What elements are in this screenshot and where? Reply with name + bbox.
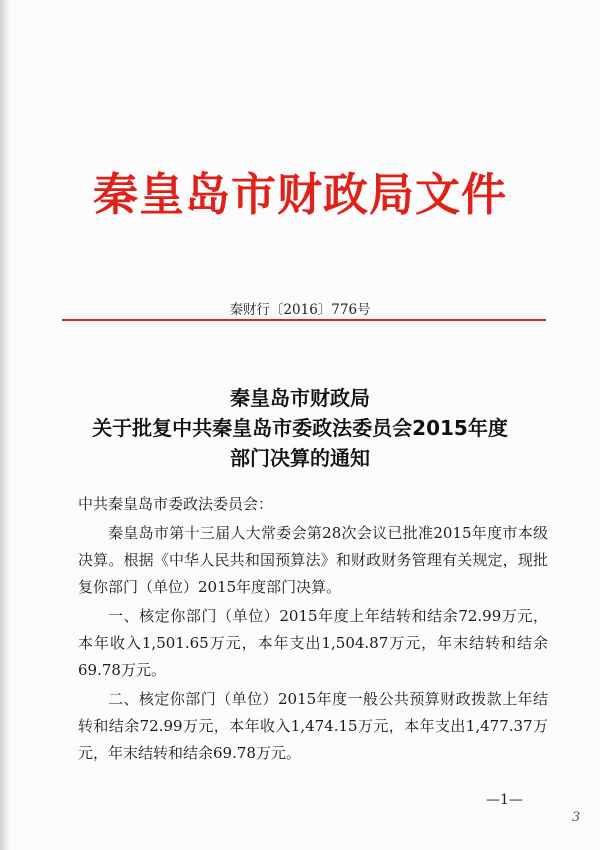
document-body [78, 488, 548, 769]
salutation: 中共秦皇岛市委政法委员会： [78, 495, 274, 513]
page-number: —1— [486, 792, 523, 808]
paragraph-intro: 秦皇岛市第十三届人大常委会第28次会议已批准2015年度市本级决算。根据《中华人民共和国预算法》和财政财务管理有关规定，现批复你部门（单位）2015年度部门决算。 [78, 524, 548, 596]
paragraph-item-1: 一、核定你部门（单位）2015年度上年结转和结余72.99万元，本年收入1,501.65万元，本年支出1,504.87万元，年末结转和结余69.78万元。 [78, 607, 548, 679]
red-divider-line [62, 319, 546, 321]
document-number: 秦财行〔2016〕776号 [229, 302, 371, 318]
title-line-2: 关于批复中共秦皇岛市委政法委员会2015年度 [92, 416, 508, 440]
handwritten-mark: 3 [572, 810, 581, 825]
issuer-header: 秦皇岛市财政局文件 [92, 168, 507, 221]
title-line-1: 秦皇岛市财政局 [230, 386, 370, 410]
title-line-3: 部门决算的通知 [230, 446, 370, 470]
page-edge-shadow [0, 0, 10, 850]
paragraph-item-2: 二、核定你部门（单位）2015年度一般公共预算财政拨款上年结转和结余72.99万元，本年收入1,474.15万元，本年支出1,477.37万元，年末结转和结余69.78万元。 [78, 690, 548, 762]
